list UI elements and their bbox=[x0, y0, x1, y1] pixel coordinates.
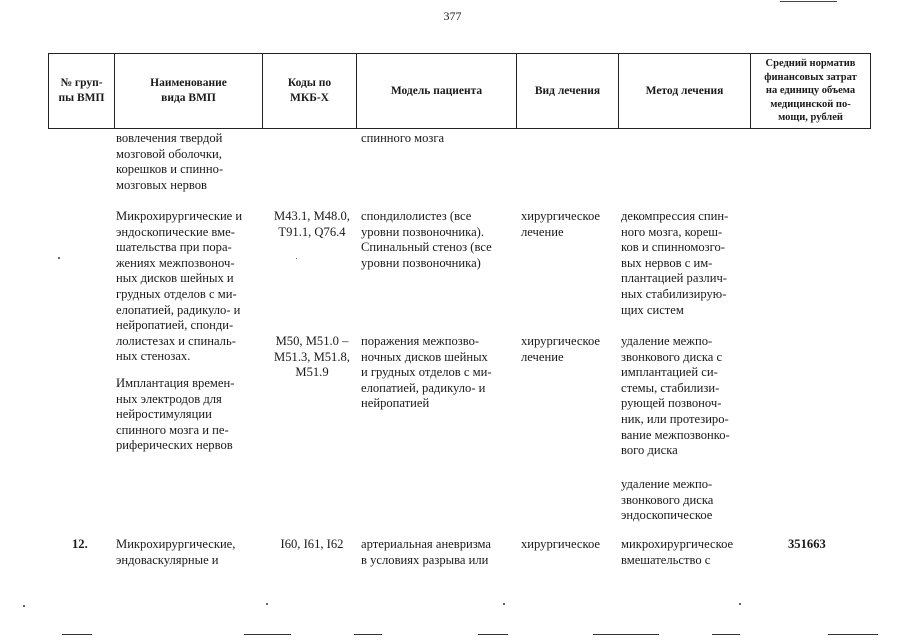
page-edge-mark bbox=[780, 1, 837, 2]
header-group-number: № груп- пы ВМП bbox=[49, 54, 115, 129]
scan-speck bbox=[58, 257, 60, 259]
vmp-name-implantation: Имплантация времен- ных электродов для нейростимуляции спинного мозга и пе- риферических нервов bbox=[116, 376, 235, 453]
icd-codes-row-1: M43.1, M48.0, T91.1, Q76.4 bbox=[274, 209, 350, 239]
bottom-rule bbox=[712, 634, 740, 635]
scan-speck bbox=[739, 603, 741, 605]
bottom-rule bbox=[244, 634, 291, 635]
header-treatment-method: Метод лечения bbox=[619, 54, 751, 129]
table-header bbox=[48, 53, 871, 129]
icd-codes-row-2: M50, M51.0 – M51.3, M51.8, M51.9 bbox=[274, 334, 350, 380]
group-12-patient-model: артериальная аневризма в условиях разрыва или bbox=[361, 537, 492, 567]
bottom-rule bbox=[828, 634, 878, 635]
patient-model-row-2: поражения межпозво- ночных дисков шейных и грудных отделов с ми- елопатией, радикуло- и нейропатией bbox=[361, 334, 492, 411]
group-12-number: 12. bbox=[72, 537, 88, 551]
group-12-cost: 351663 bbox=[788, 537, 826, 551]
group-12-vmp-name: Микрохирургические, эндоваскулярные и bbox=[116, 537, 236, 567]
scan-speck bbox=[503, 603, 505, 605]
header-treatment-type: Вид лечения bbox=[517, 54, 619, 129]
bottom-rule bbox=[354, 634, 382, 635]
continued-vmp-name: вовлечения твердой мозговой оболочки, корешков и спинно- мозговых нервов bbox=[116, 131, 224, 192]
treatment-method-row-2-alt: удаление межпо- звонкового диска эндоскопическое bbox=[621, 477, 714, 523]
scan-speck bbox=[296, 258, 297, 259]
treatment-type-row-1: хирургическое лечение bbox=[521, 209, 601, 239]
bottom-rule bbox=[593, 634, 659, 635]
group-12-treatment-method: микрохирургическое вмешательство с bbox=[621, 537, 734, 567]
treatment-method-row-1: декомпрессия спин- ного мозга, кореш- ков и спинномозго- вых нервов с им- плантацией различ- ных стабилизирую- щих систем bbox=[621, 209, 729, 317]
scan-speck bbox=[23, 605, 25, 607]
treatment-type-row-2: хирургическое лечение bbox=[521, 334, 601, 364]
header-patient-model: Модель пациента bbox=[357, 54, 517, 129]
header-vmp-name: Наименование вида ВМП bbox=[115, 54, 263, 129]
header-icd-codes: Коды по МКБ-Х bbox=[263, 54, 357, 129]
page-number: 377 bbox=[443, 9, 462, 23]
vmp-name-spinal: Микрохирургические и эндоскопические вме- шательства при пора- жениях межпозвоноч- ных дисков шейных и грудных отделов с ми- елопатией, радикуло- и нейропатией, спонди- лолистезах и спиналь- ных стенозах. bbox=[116, 209, 243, 364]
bottom-rule bbox=[62, 634, 92, 635]
bottom-rule bbox=[478, 634, 508, 635]
continued-patient-model: спинного мозга bbox=[361, 131, 445, 145]
group-12-treatment-type: хирургическое bbox=[521, 537, 601, 551]
treatment-method-row-2: удаление межпо- звонкового диска с имплантацией си- стемы, стабилизи- рующей позвоноч- ник, или протезиро- вание межпозвонко- вого диска bbox=[621, 334, 730, 458]
group-12-icd-codes: I60, I61, I62 bbox=[280, 537, 344, 551]
patient-model-row-1: спондилолистез (все уровни позвоночника). Спинальный стеноз (все уровни позвоночника) bbox=[361, 209, 492, 270]
scan-speck bbox=[266, 603, 268, 605]
header-cost-standard: Средний норматив финансовых затрат на единицу объема медицинской по- мощи, рублей bbox=[751, 54, 871, 129]
